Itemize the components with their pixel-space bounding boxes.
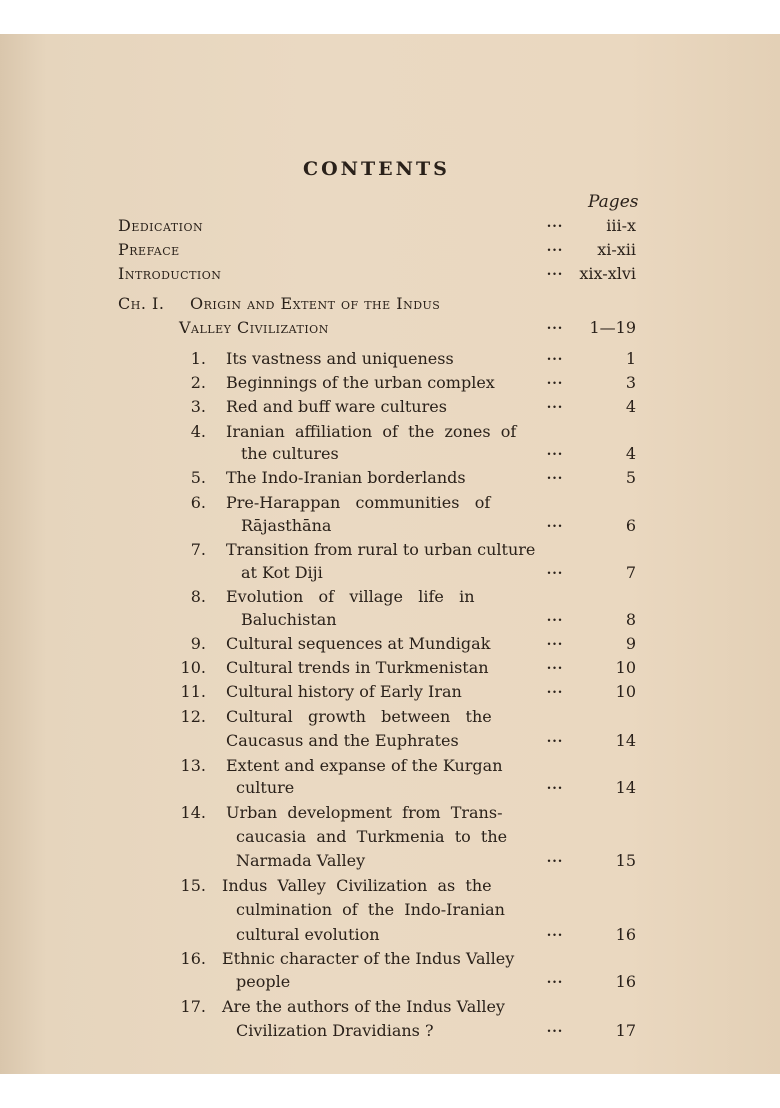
toc-section xyxy=(0,658,780,682)
toc-section-continuation xyxy=(0,516,780,540)
leader-dots: ... xyxy=(546,397,564,412)
toc-section xyxy=(0,949,780,973)
chapter-number: Ch. I. xyxy=(118,294,165,313)
section-page: 10 xyxy=(615,658,636,677)
toc-section xyxy=(0,997,780,1021)
pages-column-heading: Pages xyxy=(588,192,639,212)
section-title: Are the authors of the Indus Valley xyxy=(222,997,505,1016)
contents-title: CONTENTS xyxy=(303,158,450,180)
leader-dots: ... xyxy=(546,240,564,255)
leader-dots: ... xyxy=(546,318,564,333)
section-page: 17 xyxy=(615,1021,636,1040)
section-title: Transition from rural to urban culture xyxy=(226,540,536,559)
section-title: Cultural trends in Turkmenistan xyxy=(226,658,489,677)
leader-dots: ... xyxy=(546,516,564,531)
leader-dots: ... xyxy=(546,634,564,649)
leader-dots: ... xyxy=(546,731,564,746)
toc-section xyxy=(0,373,780,397)
section-title: Its vastness and uniqueness xyxy=(226,349,454,368)
section-title-continued: culmination of the Indo-Iranian xyxy=(236,900,505,919)
section-title-continued: Rājasthāna xyxy=(241,516,332,535)
section-page: 9 xyxy=(625,634,636,653)
toc-section xyxy=(0,707,780,731)
section-page: 1 xyxy=(625,349,636,368)
section-number: 3. xyxy=(190,397,206,416)
section-number: 15. xyxy=(180,876,206,895)
section-number: 8. xyxy=(190,587,206,606)
section-page: 14 xyxy=(615,778,636,797)
chapter-heading-line2 xyxy=(0,318,780,342)
toc-section xyxy=(0,349,780,373)
toc-section-continuation xyxy=(0,827,780,851)
section-number: 9. xyxy=(190,634,206,653)
section-number: 4. xyxy=(190,422,206,441)
section-page: 4 xyxy=(625,444,636,463)
section-number: 5. xyxy=(190,468,206,487)
section-title: Evolution of village life in xyxy=(226,587,475,606)
chapter-title-line1: Origin and Extent of the Indus xyxy=(190,294,441,313)
toc-entry-introduction xyxy=(0,264,780,288)
entry-page: xi-xii xyxy=(597,240,636,259)
section-number: 12. xyxy=(180,707,206,726)
section-page: 3 xyxy=(625,373,636,392)
toc-section-continuation xyxy=(0,563,780,587)
leader-dots: ... xyxy=(546,468,564,483)
section-title: Beginnings of the urban complex xyxy=(226,373,495,392)
section-page: 14 xyxy=(615,731,636,750)
section-page: 4 xyxy=(625,397,636,416)
section-number: 16. xyxy=(180,949,206,968)
leader-dots: ... xyxy=(546,373,564,388)
section-title-continued: cultural evolution xyxy=(236,925,380,944)
toc-section-continuation xyxy=(0,778,780,802)
toc-section-continuation xyxy=(0,925,780,949)
section-number: 2. xyxy=(190,373,206,392)
toc-section xyxy=(0,540,780,564)
section-number: 10. xyxy=(180,658,206,677)
toc-section-continuation xyxy=(0,444,780,468)
section-number: 6. xyxy=(190,493,206,512)
section-title-continued: Civilization Dravidians ? xyxy=(236,1021,434,1040)
entry-label: Preface xyxy=(118,240,180,259)
entry-page: iii-x xyxy=(606,216,636,235)
leader-dots: ... xyxy=(546,563,564,578)
section-title-continued: Narmada Valley xyxy=(236,851,366,870)
section-number: 7. xyxy=(190,540,206,559)
toc-section-continuation xyxy=(0,851,780,875)
toc-section xyxy=(0,397,780,421)
leader-dots: ... xyxy=(546,778,564,793)
section-title-continued: Caucasus and the Euphrates xyxy=(226,731,459,750)
entry-page: xix-xlvi xyxy=(579,264,636,283)
section-title-continued: the cultures xyxy=(241,444,339,463)
section-title: Red and buff ware cultures xyxy=(226,397,447,416)
section-title: Urban development from Trans- xyxy=(226,803,503,822)
section-title-continued: caucasia and Turkmenia to the xyxy=(236,827,508,846)
leader-dots: ... xyxy=(546,216,564,231)
section-title: Cultural history of Early Iran xyxy=(226,682,462,701)
section-page: 15 xyxy=(615,851,636,870)
leader-dots: ... xyxy=(546,972,564,987)
leader-dots: ... xyxy=(546,444,564,459)
leader-dots: ... xyxy=(546,682,564,697)
toc-section xyxy=(0,756,780,780)
section-page: 8 xyxy=(625,610,636,629)
section-number: 14. xyxy=(180,803,206,822)
section-title: The Indo-Iranian borderlands xyxy=(226,468,466,487)
section-title: Ethnic character of the Indus Valley xyxy=(222,949,515,968)
toc-section-continuation xyxy=(0,1021,780,1045)
leader-dots: ... xyxy=(546,925,564,940)
toc-section xyxy=(0,422,780,446)
section-title: Indus Valley Civilization as the xyxy=(222,876,492,895)
leader-dots: ... xyxy=(546,851,564,866)
toc-section-continuation xyxy=(0,731,780,755)
toc-entry-preface xyxy=(0,240,780,264)
section-number: 1. xyxy=(190,349,206,368)
section-number: 17. xyxy=(180,997,206,1016)
section-title: Iranian affiliation of the zones of xyxy=(226,422,517,441)
chapter-pages: 1—19 xyxy=(589,318,636,337)
section-title-continued: culture xyxy=(236,778,295,797)
section-number: 11. xyxy=(180,682,206,701)
section-page: 10 xyxy=(615,682,636,701)
toc-section xyxy=(0,803,780,827)
section-title-continued: people xyxy=(236,972,291,991)
leader-dots: ... xyxy=(546,1021,564,1036)
section-page: 7 xyxy=(625,563,636,582)
section-title: Cultural growth between the xyxy=(226,707,492,726)
toc-section-continuation xyxy=(0,900,780,924)
section-number: 13. xyxy=(180,756,206,775)
section-page: 5 xyxy=(625,468,636,487)
toc-entry-dedication xyxy=(0,216,780,240)
toc-section-continuation xyxy=(0,972,780,996)
toc-section-continuation xyxy=(0,610,780,634)
leader-dots: ... xyxy=(546,264,564,279)
entry-label: Dedication xyxy=(118,216,204,235)
section-title: Extent and expanse of the Kurgan xyxy=(226,756,503,775)
chapter-heading-line1 xyxy=(0,294,780,318)
toc-section xyxy=(0,682,780,706)
entry-label: Introduction xyxy=(118,264,222,283)
toc-section xyxy=(0,587,780,611)
leader-dots: ... xyxy=(546,349,564,364)
section-page: 16 xyxy=(615,925,636,944)
toc-section xyxy=(0,468,780,492)
chapter-title-line2: Valley Civilization xyxy=(179,318,329,337)
section-title-continued: at Kot Diji xyxy=(241,563,323,582)
leader-dots: ... xyxy=(546,610,564,625)
section-title-continued: Baluchistan xyxy=(241,610,337,629)
toc-section xyxy=(0,876,780,900)
toc-section xyxy=(0,493,780,517)
leader-dots: ... xyxy=(546,658,564,673)
section-page: 16 xyxy=(615,972,636,991)
section-title: Cultural sequences at Mundigak xyxy=(226,634,491,653)
section-page: 6 xyxy=(625,516,636,535)
section-title: Pre-Harappan communities of xyxy=(226,493,491,512)
toc-section xyxy=(0,634,780,658)
